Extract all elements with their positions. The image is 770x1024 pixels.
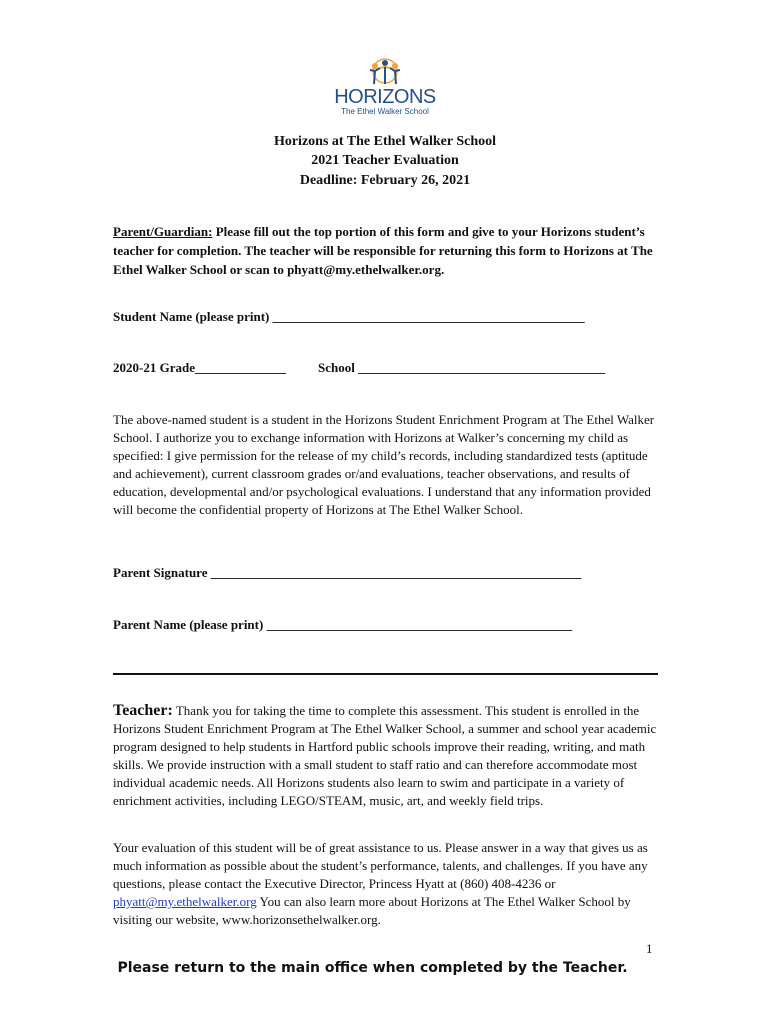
grade-field[interactable]: 2020-21 Grade______________: [113, 360, 286, 375]
return-instructions-footer: Please return to the main office when completed by the Teacher.: [117, 960, 628, 976]
logo-subtitle: The Ethel Walker School: [341, 107, 429, 116]
authorization-paragraph: The above-named student is a student in the Horizons Student Enrichment Program at The Ethel Walker School. I authorize you to exchange information with Horizons at Walker’s concerning my child as specified: I give permission for the release of my child’s records, including standardized tests (aptitude and achievement), current classroom grades or/and evaluations, teacher observations, and results of education, developmental and/or psychological evaluations. I understand that any information provided will become the confidential property of Horizons at The Ethel Walker School.: [113, 412, 655, 517]
student-name-field[interactable]: Student Name (please print) ________________________________________________: [113, 309, 585, 324]
header-school: Horizons at The Ethel Walker School: [273, 134, 497, 149]
teacher-text: Thank you for taking the time to complete this assessment. This student is enrolled in the Horizons Student Enrichment Program at The Ethel Walker School, a summer and school year academic program designed to help students in Hartford public schools improve their reading, writing, and math skills. We provide instruction with a small student to staff ratio and can therefore accommodate most individual academic needs. All Horizons students also learn to swim and participate in a variety of enrichment activities, including LEGO/STEAM, music, art, and weekly field trips.: [113, 703, 657, 808]
parent-name-field[interactable]: Parent Name (please print) _______________________________________________: [113, 617, 573, 632]
children-figures-icon: [330, 58, 440, 88]
evaluation-text: Your evaluation of this student will be of great assistance to us. Please answer in a way that gives us as much information as possible about the student’s performance, talents, and challenges. If you have any questions, please contact the Executive Director, Princess Hyatt at (860) 408-4236 or: [113, 840, 648, 891]
parent-instructions-text: Please fill out the top portion of this form and give to your Horizons student’s teacher for completion. The teacher will be responsible for returning this form to Horizons at The Ethel Walker School or scan to phyatt@my.ethelwalker.org.: [113, 224, 653, 277]
page-number: 1: [646, 941, 653, 956]
header-form-title: 2021 Teacher Evaluation: [311, 153, 459, 168]
parent-signature-field[interactable]: Parent Signature _________________________________________________________: [113, 565, 582, 580]
evaluation-paragraph: [113, 839, 658, 929]
email-link[interactable]: phyatt@my.ethelwalker.org: [113, 894, 257, 909]
header-deadline: Deadline: February 26, 2021: [299, 173, 471, 188]
evaluation-text-end: You can also learn more about Horizons at The Ethel Walker School by visiting our website, www.horizonsethelwalker.org.: [113, 894, 631, 927]
section-divider: [113, 673, 658, 675]
parent-guardian-label: Parent/Guardian:: [113, 224, 213, 239]
logo-wordmark: HORIZONS: [334, 86, 436, 108]
teacher-label: Teacher:: [113, 702, 173, 719]
teacher-paragraph: [113, 702, 658, 810]
parent-instructions: [113, 222, 658, 279]
school-field[interactable]: School ______________________________________: [318, 360, 606, 375]
horizons-logo: [330, 58, 440, 120]
